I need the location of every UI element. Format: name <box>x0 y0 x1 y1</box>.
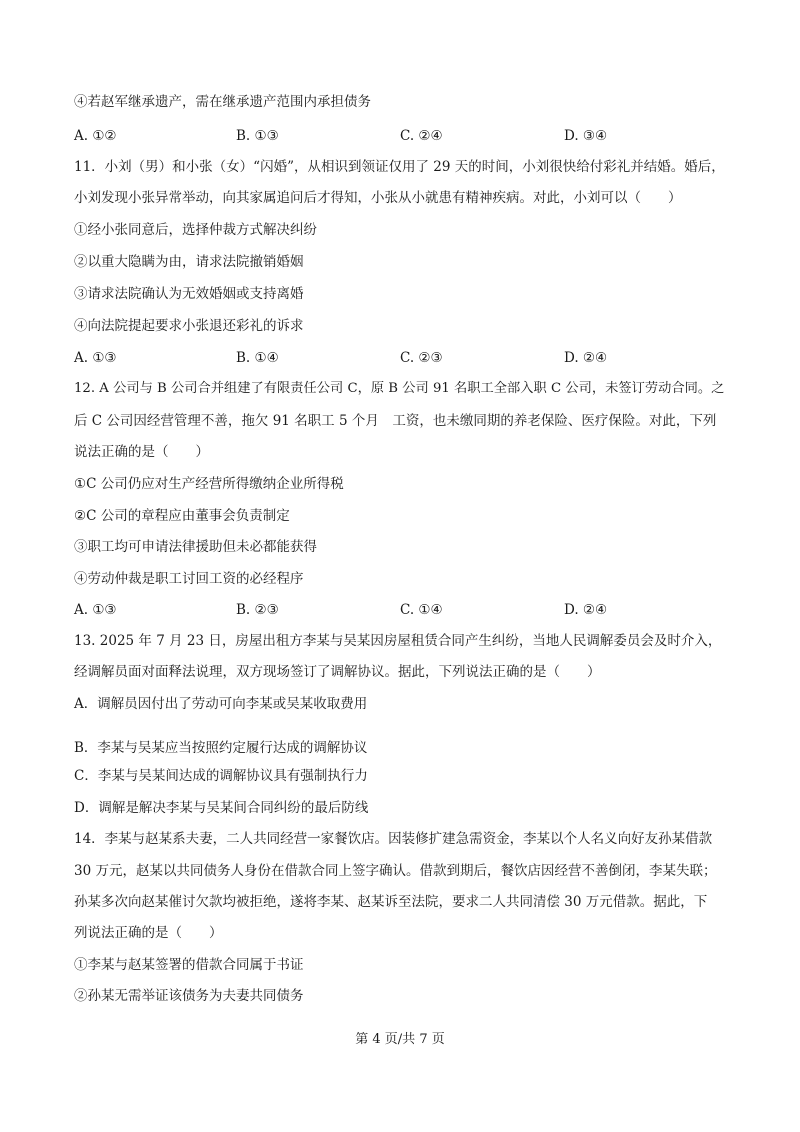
q12-option-d: D. ②④ <box>564 602 608 618</box>
q13-option-b: B．李某与吴某应当按照约定履行达成的调解协议 <box>74 740 368 756</box>
q10-option-d: D. ③④ <box>564 128 608 144</box>
q12-stem-line-3: 说法正确的是（ ） <box>74 444 209 460</box>
q13-stem-line-1: 13. 2025 年 7 月 23 日，房屋出租方李某与吴某因房屋租赁合同产生纠纷，当地人民调解委员会及时介入， <box>74 633 722 649</box>
q14-stem-line-1: 14．李某与赵某系夫妻，二人共同经营一家餐饮店。因装修扩建急需资金，李某以个人名义向好友孙某借款 <box>74 831 713 847</box>
q11-options <box>74 349 734 367</box>
q12-item-2: ②C 公司的章程应由董事会负责制定 <box>74 508 290 524</box>
q11-stem-line-2: 小刘发现小张异常举动，向其家属追问后才得知，小张从小就患有精神疾病。对此，小刘可以（ ） <box>74 190 682 206</box>
q14-stem-line-2: 30 万元，赵某以共同债务人身份在借款合同上签字确认。借款到期后，餐饮店因经营不善倒闭，李某失联； <box>74 863 717 879</box>
q14-stem-line-3: 孙某多次向赵某催讨欠款均被拒绝，遂将李某、赵某诉至法院，要求二人共同清偿 30 万元借款。据此，下 <box>74 894 708 910</box>
q14-stem-line-4: 列说法正确的是（ ） <box>74 925 223 941</box>
q12-item-4: ④劳动仲裁是职工讨回工资的必经程序 <box>74 571 304 587</box>
q10-option-b: B. ①③ <box>236 128 279 144</box>
q10-item-4: ④若赵军继承遗产，需在继承遗产范围内承担债务 <box>74 94 371 110</box>
q11-option-a: A. ①③ <box>74 350 117 366</box>
q12-item-3: ③职工均可申请法律援助但未必都能获得 <box>74 539 317 555</box>
q11-option-c: C. ②③ <box>400 350 443 366</box>
q12-option-b: B. ②③ <box>236 602 279 618</box>
q11-option-d: D. ②④ <box>564 350 608 366</box>
q14-item-1: ①李某与赵某签署的借款合同属于书证 <box>74 957 304 973</box>
q10-options <box>74 127 734 145</box>
q10-option-c: C. ②④ <box>400 128 443 144</box>
q10-option-a: A. ①② <box>74 128 117 144</box>
page-number: 第 4 页/共 7 页 <box>355 1032 445 1047</box>
q13-option-a: A．调解员因付出了劳动可向李某或吴某收取费用 <box>74 696 368 712</box>
q12-stem-line-1: 12. A 公司与 B 公司合并组建了有限责任公司 C，原 B 公司 91 名职工全部入职 C 公司，未签订劳动合同。之 <box>74 381 725 396</box>
q12-item-1: ①C 公司仍应对生产经营所得缴纳企业所得税 <box>74 476 344 492</box>
q11-stem-line-1: 11．小刘（男）和小张（女）“闪婚”，从相识到领证仅用了 29 天的时间，小刘很快给付彩礼并结婚。婚后， <box>74 159 725 175</box>
q13-option-c: C．李某与吴某间达成的调解协议具有强制执行力 <box>74 768 368 784</box>
q12-option-a: A. ①③ <box>74 602 117 618</box>
q13-stem-line-2: 经调解员面对面释法说理，双方现场签订了调解协议。据此，下列说法正确的是（ ） <box>74 664 601 680</box>
q11-item-2: ②以重大隐瞒为由，请求法院撤销婚姻 <box>74 254 304 270</box>
q12-options <box>74 601 734 619</box>
q12-stem-line-2: 后 C 公司因经营管理不善，拖欠 91 名职工 5 个月 工资，也未缴同期的养老保险、医疗保险。对此，下列 <box>74 413 717 429</box>
q13-option-d: D．调解是解决李某与吴某间合同纠纷的最后防线 <box>74 800 369 816</box>
q11-option-b: B. ①④ <box>236 350 279 366</box>
q11-item-4: ④向法院提起要求小张退还彩礼的诉求 <box>74 318 304 334</box>
q14-item-2: ②孙某无需举证该债务为夫妻共同债务 <box>74 988 304 1004</box>
q11-item-1: ①经小张同意后，选择仲裁方式解决纠纷 <box>74 222 317 238</box>
q11-item-3: ③请求法院确认为无效婚姻或支持离婚 <box>74 286 304 302</box>
q12-option-c: C. ①④ <box>400 602 443 618</box>
